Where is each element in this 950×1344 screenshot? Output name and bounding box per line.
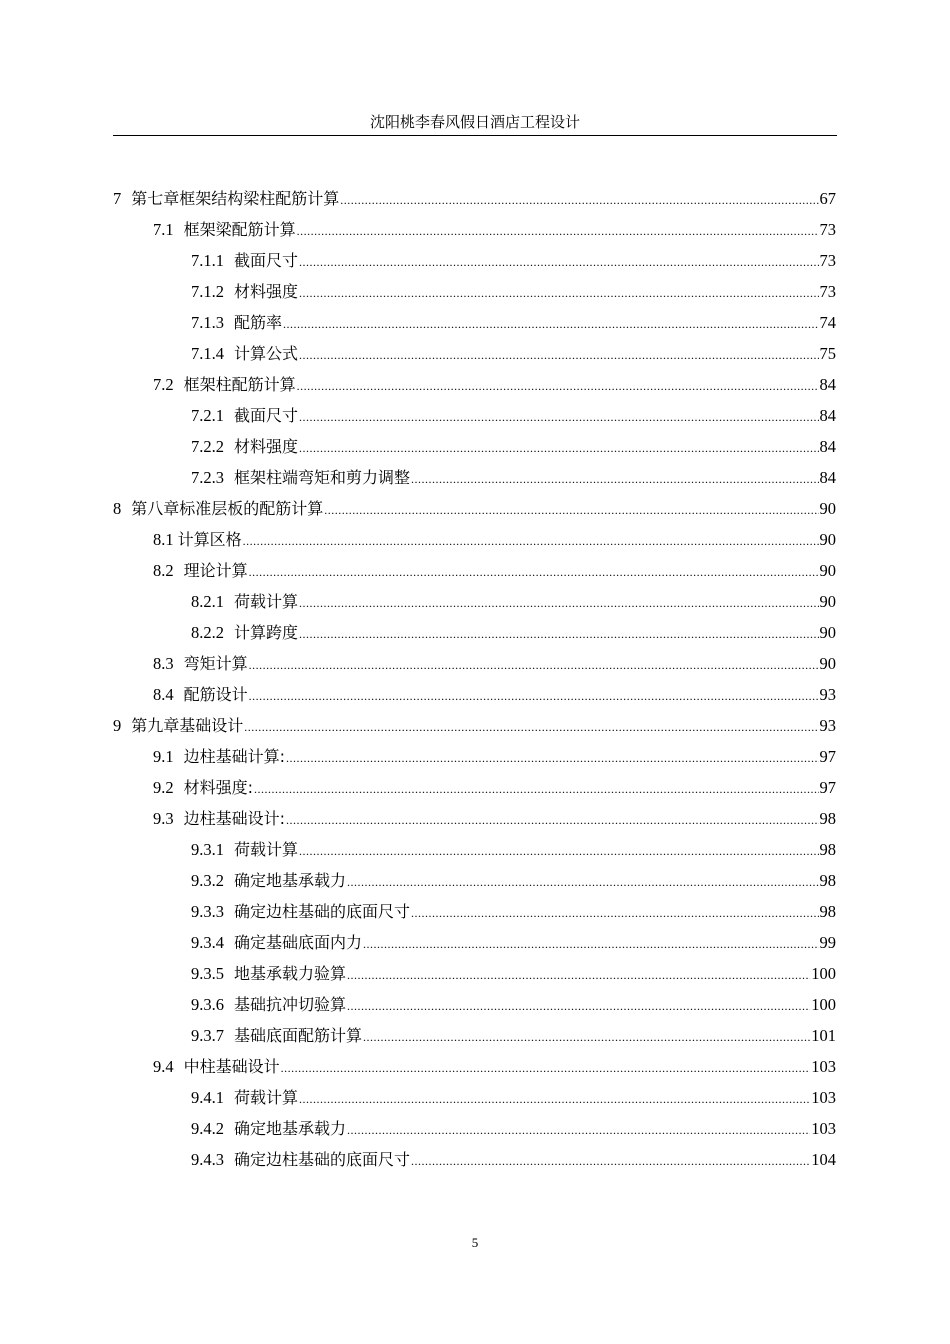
toc-entry-title: 确定地基承载力 [234, 871, 347, 890]
toc-entry-number: 8.4 [153, 685, 174, 704]
toc-entry-title: 材料强度 [234, 282, 299, 301]
toc-entry[interactable] [191, 245, 836, 276]
toc-entry-title: 配筋率 [234, 313, 283, 332]
toc-leader-dots [299, 340, 818, 371]
toc-entry-number: 7.2.3 [191, 468, 224, 487]
toc-entry-number: 9.3.1 [191, 840, 224, 859]
toc-leader-dots [299, 1084, 810, 1115]
toc-entry-page: 101 [811, 1026, 836, 1045]
toc-entry-title: 基础底面配筋计算 [234, 1026, 363, 1045]
toc-entry-title: 材料强度 [234, 437, 299, 456]
toc-entry-title: 荷载计算 [234, 592, 299, 611]
toc-entry-title: 边柱基础设计: [183, 809, 286, 828]
toc-entry-page: 103 [811, 1057, 836, 1076]
toc-entry-number: 9.4.3 [191, 1150, 224, 1169]
toc-entry[interactable] [153, 524, 836, 555]
toc-leader-dots [347, 960, 810, 991]
toc-leader-dots [299, 278, 818, 309]
toc-entry-title: 框架梁配筋计算 [183, 220, 296, 239]
toc-entry-number: 9.3.3 [191, 902, 224, 921]
toc-entry[interactable] [191, 307, 836, 338]
toc-entry-page: 74 [819, 313, 836, 332]
toc-leader-dots [297, 371, 819, 402]
toc-entry-page: 99 [819, 933, 836, 952]
toc-entry-page: 90 [819, 654, 836, 673]
toc-entry-number: 9.3.2 [191, 871, 224, 890]
toc-entry-number: 9.3.6 [191, 995, 224, 1014]
toc-entry-page: 90 [819, 561, 836, 580]
toc-entry-page: 97 [819, 778, 836, 797]
toc-entry-number: 9.3.5 [191, 964, 224, 983]
toc-entry-title: 第七章框架结构梁柱配筋计算 [131, 189, 340, 208]
toc-entry-title: 计算跨度 [234, 623, 299, 642]
toc-leader-dots [411, 464, 818, 495]
toc-entry-number: 9.1 [153, 747, 174, 766]
toc-entry[interactable] [191, 896, 836, 927]
toc-leader-dots [347, 991, 810, 1022]
toc-entry-page: 84 [819, 406, 836, 425]
toc-entry[interactable] [191, 586, 836, 617]
toc-entry-number: 7.1.4 [191, 344, 224, 363]
toc-leader-dots [347, 1115, 810, 1146]
toc-entry[interactable] [153, 679, 836, 710]
toc-entry-number: 7.1 [153, 220, 174, 239]
toc-entry-number: 9.3.4 [191, 933, 224, 952]
toc-entry[interactable] [191, 834, 836, 865]
toc-entry[interactable] [191, 1082, 836, 1113]
toc-leader-dots [299, 836, 818, 867]
toc-entry[interactable] [191, 276, 836, 307]
toc-entry[interactable] [191, 865, 836, 896]
toc-leader-dots [299, 588, 818, 619]
toc-entry[interactable] [191, 400, 836, 431]
toc-entry-page: 93 [819, 685, 836, 704]
toc-entry[interactable] [113, 493, 836, 524]
toc-entry[interactable] [191, 989, 836, 1020]
toc-entry-title: 理论计算 [183, 561, 248, 580]
toc-leader-dots [249, 557, 819, 588]
toc-entry-number: 7.1.3 [191, 313, 224, 332]
toc-entry-page: 84 [819, 437, 836, 456]
toc-leader-dots [324, 495, 818, 526]
toc-entry-title: 框架柱配筋计算 [183, 375, 296, 394]
toc-leader-dots [283, 309, 818, 340]
toc-entry-page: 90 [819, 530, 836, 549]
toc-entry[interactable] [153, 555, 836, 586]
toc-entry-page: 73 [819, 220, 836, 239]
toc-entry-number: 7.1.1 [191, 251, 224, 270]
toc-entry-page: 103 [811, 1088, 836, 1107]
toc-entry[interactable] [153, 1051, 836, 1082]
page-number: 5 [471, 1235, 479, 1250]
toc-entry-number: 9.3 [153, 809, 174, 828]
toc-entry-title: 计算区格 [177, 530, 242, 549]
toc-entry-number: 7 [113, 189, 122, 208]
toc-entry-title: 配筋设计 [183, 685, 248, 704]
toc-entry[interactable] [191, 431, 836, 462]
toc-entry-page: 90 [819, 499, 836, 518]
toc-entry-number: 9.4.2 [191, 1119, 224, 1138]
toc-entry-title: 框架柱端弯矩和剪力调整 [234, 468, 411, 487]
toc-entry[interactable] [191, 462, 836, 493]
toc-entry[interactable] [153, 741, 836, 772]
toc-entry-title: 确定边柱基础的底面尺寸 [234, 1150, 411, 1169]
toc-leader-dots [299, 402, 818, 433]
toc-entry[interactable] [191, 927, 836, 958]
toc-entry[interactable] [191, 958, 836, 989]
toc-entry[interactable] [191, 338, 836, 369]
toc-entry-title: 第九章基础设计 [131, 716, 244, 735]
toc-entry-page: 84 [819, 375, 836, 394]
toc-entry-number: 7.2.2 [191, 437, 224, 456]
toc-entry-number: 7.2 [153, 375, 174, 394]
toc-entry-page: 84 [819, 468, 836, 487]
toc-leader-dots [411, 1146, 810, 1177]
toc-entry-page: 97 [819, 747, 836, 766]
running-header: 沈阳桃李春风假日酒店工程设计 [369, 113, 580, 131]
toc-entry-number: 8.1 [153, 530, 174, 549]
toc-entry-page: 100 [811, 995, 836, 1014]
toc-entry-title: 确定地基承载力 [234, 1119, 347, 1138]
toc-entry-title: 荷载计算 [234, 840, 299, 859]
toc-entry-title: 边柱基础计算: [183, 747, 286, 766]
toc-entry-page: 75 [819, 344, 836, 363]
toc-entry-number: 8.3 [153, 654, 174, 673]
toc-leader-dots [340, 185, 818, 216]
toc-entry-title: 确定边柱基础的底面尺寸 [234, 902, 411, 921]
toc-leader-dots [299, 247, 818, 278]
toc-leader-dots [249, 650, 819, 681]
toc-entry-page: 98 [819, 840, 836, 859]
toc-leader-dots [244, 712, 818, 743]
header-rule [113, 135, 837, 136]
toc-entry[interactable] [113, 183, 836, 214]
toc-entry-number: 9.4.1 [191, 1088, 224, 1107]
toc-entry-title: 地基承载力验算 [234, 964, 347, 983]
toc-entry-title: 中柱基础设计 [183, 1057, 280, 1076]
toc-entry-number: 7.2.1 [191, 406, 224, 425]
toc-entry[interactable] [153, 772, 836, 803]
toc-leader-dots [254, 774, 818, 805]
toc-leader-dots [411, 898, 818, 929]
toc-entry-page: 73 [819, 282, 836, 301]
toc-entry-number: 8.2.1 [191, 592, 224, 611]
toc-entry-page: 98 [819, 871, 836, 890]
toc-entry[interactable] [113, 710, 836, 741]
toc-entry-page: 100 [811, 964, 836, 983]
toc-entry-page: 103 [811, 1119, 836, 1138]
toc-entry[interactable] [191, 1020, 836, 1051]
toc-entry-number: 8.2 [153, 561, 174, 580]
toc-leader-dots [347, 867, 818, 898]
toc-leader-dots [299, 619, 818, 650]
toc-entry-title: 弯矩计算 [183, 654, 248, 673]
toc-entry-title: 计算公式 [234, 344, 299, 363]
toc-entry-page: 73 [819, 251, 836, 270]
toc-entry-number: 9.2 [153, 778, 174, 797]
toc-leader-dots [249, 681, 819, 712]
toc-leader-dots [297, 216, 819, 247]
toc-entry[interactable] [153, 648, 836, 679]
toc-leader-dots [286, 743, 818, 774]
toc-leader-dots [286, 805, 818, 836]
toc-entry-number: 7.1.2 [191, 282, 224, 301]
toc-entry[interactable] [153, 214, 836, 245]
toc-entry-title: 截面尺寸 [234, 251, 299, 270]
toc-entry-number: 9.3.7 [191, 1026, 224, 1045]
toc-entry-page: 104 [811, 1150, 836, 1169]
toc-entry-page: 67 [819, 189, 836, 208]
toc-entry-number: 9.4 [153, 1057, 174, 1076]
toc-leader-dots [363, 1022, 810, 1053]
toc-entry-number: 8 [113, 499, 122, 518]
toc-entry-title: 基础抗冲切验算 [234, 995, 347, 1014]
toc-entry-page: 90 [819, 592, 836, 611]
toc-entry-page: 98 [819, 902, 836, 921]
toc-leader-dots [299, 433, 818, 464]
toc-entry-page: 90 [819, 623, 836, 642]
toc-leader-dots [243, 526, 819, 557]
toc-entry-title: 材料强度: [183, 778, 254, 797]
toc-entry[interactable] [153, 803, 836, 834]
toc-entry-page: 93 [819, 716, 836, 735]
toc-entry-page: 98 [819, 809, 836, 828]
toc-entry[interactable] [153, 369, 836, 400]
toc-entry-title: 荷载计算 [234, 1088, 299, 1107]
toc-entry-number: 9 [113, 716, 122, 735]
toc-entry-title: 第八章标准层板的配筋计算 [131, 499, 324, 518]
toc-entry[interactable] [191, 617, 836, 648]
toc-leader-dots [281, 1053, 811, 1084]
toc-entry-title: 截面尺寸 [234, 406, 299, 425]
toc-entry-number: 8.2.2 [191, 623, 224, 642]
toc-leader-dots [363, 929, 818, 960]
toc-entry[interactable] [191, 1144, 836, 1175]
toc-entry-title: 确定基础底面内力 [234, 933, 363, 952]
toc-entry[interactable] [191, 1113, 836, 1144]
